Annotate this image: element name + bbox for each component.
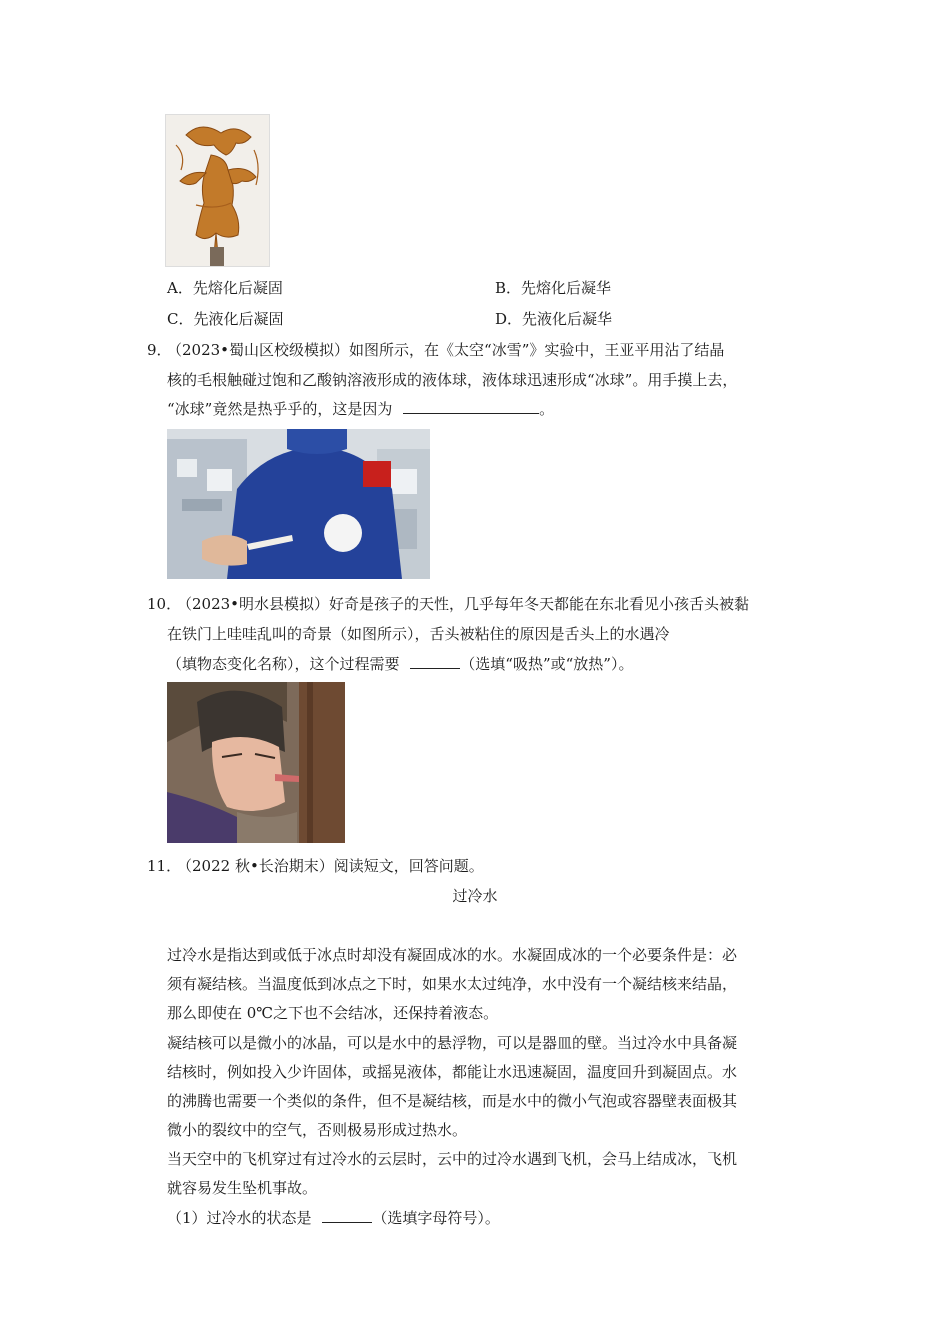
option-b: B．先熔化后凝华	[495, 279, 612, 297]
answer-blank-q11-1[interactable]	[322, 1208, 372, 1223]
option-c: C．先液化后凝固	[167, 310, 284, 328]
article-paragraph-line: 那么即使在 0℃之下也不会结冰，还保持着液态。	[167, 1004, 499, 1022]
article-paragraph-line: 须有凝结核。当温度低到冰点之下时，如果水太过纯净，水中没有一个凝结核来结晶，	[167, 975, 738, 993]
question-10-line-1: （2023•明水县模拟）好奇是孩子的天性，几乎每年冬天都能在东北看见小孩舌头被黏	[177, 595, 750, 613]
article-paragraph-line: 微小的裂纹中的空气，否则极易形成过热水。	[167, 1121, 468, 1139]
sugar-painting-image	[165, 114, 270, 267]
question-11-number: 11．	[147, 857, 182, 875]
question-10-line-3	[167, 653, 633, 675]
question-9-line-3	[167, 398, 554, 420]
option-d: D．先液化后凝华	[495, 310, 613, 328]
astronaut-ice-ball-image	[167, 429, 430, 579]
question-10-number: 10．	[147, 595, 182, 613]
sub-question-1	[167, 1207, 500, 1229]
question-9-line-3-end: 。	[539, 400, 555, 418]
sub-question-1-text: （1）过冷水的状态是	[167, 1209, 312, 1227]
article-paragraph-line: 凝结核可以是微小的冰晶，可以是水中的悬浮物，可以是器皿的壁。当过冷水中具备凝	[167, 1034, 738, 1052]
article-paragraph-line: 当天空中的飞机穿过有过冷水的云层时，云中的过冷水遇到飞机，会马上结成冰，飞机	[167, 1150, 738, 1168]
article-title: 过冷水	[452, 887, 498, 905]
article-paragraph-line: 结核时，例如投入少许固体，或摇晃液体，都能让水迅速凝固，温度回升到凝固点。水	[167, 1063, 738, 1081]
question-10-line-3-text: （填物态变化名称），这个过程需要	[167, 655, 400, 673]
question-9-line-3-text: “冰球”竟然是热乎乎的，这是因为	[167, 400, 393, 418]
question-10-line-3-end: （选填“吸热”或“放热”）。	[460, 655, 634, 673]
article-paragraph-line: 就容易发生坠机事故。	[167, 1179, 318, 1197]
answer-blank-q9[interactable]	[403, 399, 539, 414]
answer-blank-q10[interactable]	[410, 654, 460, 669]
question-9-number: 9．	[147, 341, 172, 359]
option-a: A．先熔化后凝固	[167, 279, 283, 297]
sub-question-1-end: （选填字母符号）。	[372, 1209, 500, 1227]
question-9-line-1: （2023•蜀山区校级模拟）如图所示，在《太空“冰雪”》实验中，王亚平用沾了结晶	[167, 341, 725, 359]
tongue-stuck-image	[167, 682, 345, 843]
question-11-intro: （2022 秋•长治期末）阅读短文，回答问题。	[177, 857, 484, 875]
question-9-line-2: 核的毛根触碰过饱和乙酸钠溶液形成的液体球，液体球迅速形成“冰球”。用手摸上去，	[167, 371, 738, 389]
article-paragraph-line: 的沸腾也需要一个类似的条件，但不是凝结核，而是水中的微小气泡或容器壁表面极其	[167, 1092, 738, 1110]
article-paragraph-line: 过冷水是指达到或低于冰点时却没有凝固成冰的水。水凝固成冰的一个必要条件是：必	[167, 946, 738, 964]
question-10-line-2: 在铁门上哇哇乱叫的奇景（如图所示），舌头被粘住的原因是舌头上的水遇冷	[167, 625, 670, 643]
